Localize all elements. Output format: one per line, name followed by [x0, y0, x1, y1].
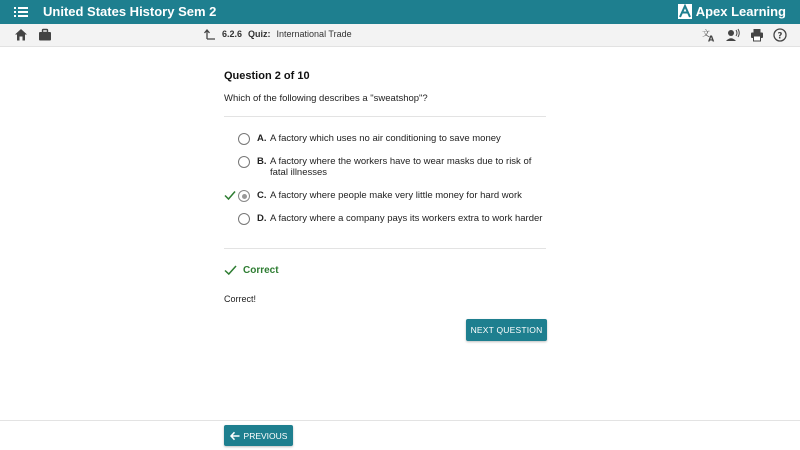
correct-check-icon: [224, 189, 236, 201]
divider: [224, 116, 546, 117]
translate-icon[interactable]: [702, 28, 716, 42]
answer-option-d[interactable]: [238, 213, 542, 225]
toolbar: [0, 24, 800, 47]
breadcrumb: [204, 28, 352, 40]
svg-text:文: 文: [702, 29, 710, 38]
arrow-left-icon: [230, 431, 240, 441]
next-question-button[interactable]: NEXT QUESTION: [466, 319, 547, 341]
answer-letter: A.: [257, 133, 267, 144]
question-text: Which of the following describes a "sweatshop"?: [224, 93, 428, 104]
answer-letter: D.: [257, 213, 267, 224]
answer-option-a[interactable]: [238, 133, 501, 145]
print-icon[interactable]: [750, 28, 764, 42]
answer-option-c[interactable]: [238, 190, 522, 202]
answer-option-b[interactable]: [238, 156, 535, 178]
answer-text: A factory where people make very little money for hard work: [270, 190, 522, 201]
result-status: [224, 264, 279, 276]
radio-button-selected[interactable]: [238, 190, 250, 202]
course-title: United States History Sem 2: [43, 4, 217, 19]
activity-title: International Trade: [276, 29, 352, 39]
footer-divider: [0, 420, 800, 421]
radio-button[interactable]: [238, 213, 250, 225]
result-label: Correct: [243, 264, 279, 276]
question-number: Question 2 of 10: [224, 70, 310, 82]
previous-button[interactable]: [224, 425, 293, 446]
divider: [224, 248, 546, 249]
brand-name: Apex Learning: [695, 4, 786, 19]
activity-type: Quiz:: [248, 29, 271, 39]
previous-label: PREVIOUS: [243, 430, 288, 441]
home-icon[interactable]: [14, 28, 28, 42]
answer-letter: B.: [257, 156, 267, 167]
up-arrow-icon[interactable]: [204, 28, 216, 40]
lesson-code: 6.2.6: [222, 29, 243, 39]
answer-letter: C.: [257, 190, 267, 201]
briefcase-icon[interactable]: [38, 28, 52, 42]
answer-text: A factory where a company pays its workers extra to work harder: [270, 213, 543, 224]
top-bar: [0, 0, 800, 24]
brand-logo: [678, 4, 786, 19]
text-to-speech-icon[interactable]: [726, 28, 740, 42]
svg-text:A: A: [708, 34, 715, 42]
check-icon: [224, 264, 237, 276]
answer-text: A factory which uses no air conditioning to save money: [270, 133, 501, 144]
menu-icon[interactable]: [14, 5, 28, 19]
radio-button[interactable]: [238, 156, 250, 168]
svg-text:?: ?: [777, 31, 783, 42]
help-icon[interactable]: [773, 28, 787, 42]
radio-button[interactable]: [238, 133, 250, 145]
apex-logo-icon: [678, 4, 692, 19]
feedback-text: Correct!: [224, 294, 257, 304]
answer-text: A factory where the workers have to wear masks due to risk of fatal illnesses: [270, 156, 532, 178]
